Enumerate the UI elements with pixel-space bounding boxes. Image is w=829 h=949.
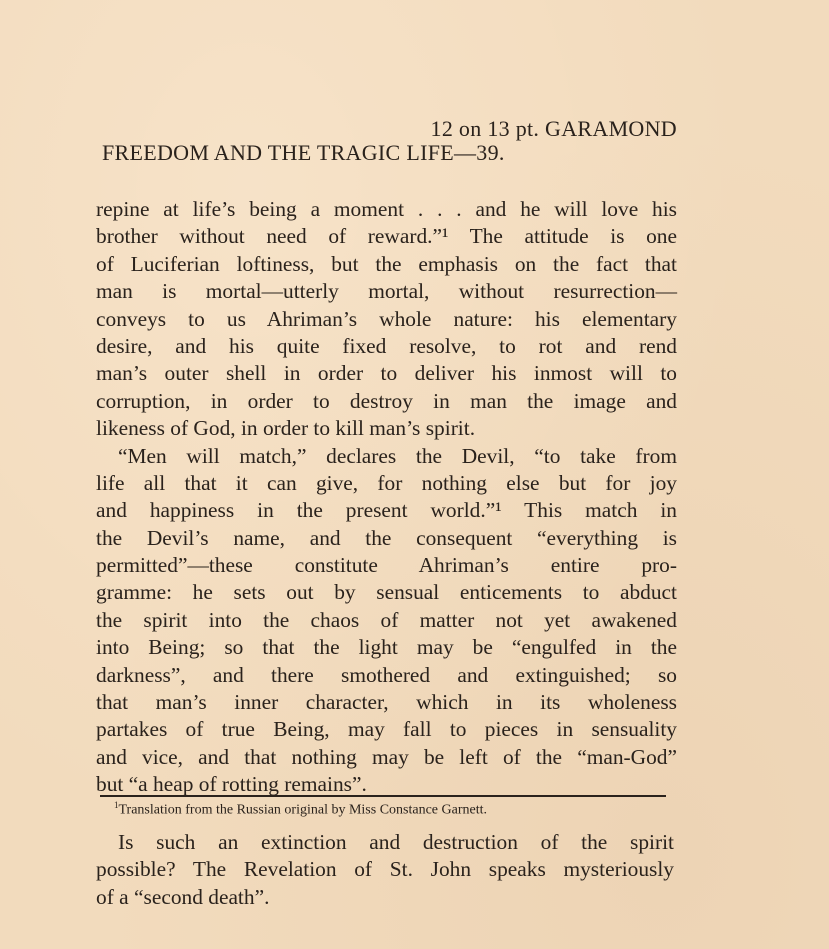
footnote-text: Translation from the Russian original by Miss Constance Garnett. — [118, 802, 487, 818]
text-line: the Devil’s name, and the consequent “everything is — [96, 525, 677, 550]
text-line: repine at life’s being a moment . . . and he will love his — [96, 197, 677, 221]
text-line: of a “second death”. — [96, 884, 270, 909]
text-line: man is mortal—utterly mortal, without resurrection— — [96, 279, 677, 304]
text-line: corruption, in order to destroy in man the image and — [96, 388, 677, 413]
text-line: but “a heap of rotting remains”. — [96, 772, 367, 797]
text-line: likeness of God, in order to kill man’s spirit. — [96, 416, 476, 441]
text-line: into Being; so that the light may be “engulfed in the — [96, 635, 677, 660]
text-line: life all that it can give, for nothing else but for joy — [96, 470, 677, 495]
text-line: conveys to us Ahriman’s whole nature: his elementary — [96, 306, 677, 331]
typeface-spec-line: 12 on 13 pt. GARAMOND — [430, 116, 677, 141]
text-line: of Luciferian loftiness, but the emphasis on the fact that — [96, 251, 677, 276]
text-line: “Men will match,” declares the Devil, “to take from — [118, 443, 677, 468]
paragraph-3 — [96, 829, 674, 911]
text-line: that man’s inner character, which in its wholeness — [96, 690, 677, 715]
paragraph-1 — [96, 196, 677, 443]
text-line: and vice, and that nothing may be left of the “man-God” — [96, 744, 677, 769]
main-text — [96, 196, 677, 799]
text-line: the spirit into the chaos of matter not yet awakened — [96, 607, 677, 632]
text-line: man’s outer shell in order to deliver his inmost will to — [96, 361, 677, 386]
footnote-marker: 1 — [114, 800, 119, 810]
text-line: gramme: he sets out by sensual enticements to abduct — [96, 580, 677, 605]
text-line: darkness”, and there smothered and extinguished; so — [96, 662, 677, 687]
text-line: desire, and his quite fixed resolve, to rot and rend — [96, 333, 677, 358]
footnote — [114, 800, 487, 819]
text-line: Is such an extinction and destruction of the spirit — [118, 830, 674, 854]
running-head: FREEDOM AND THE TRAGIC LIFE—39. — [102, 140, 505, 165]
text-line: permitted”—these constitute Ahriman’s entire pro- — [96, 553, 677, 578]
text-line: brother without need of reward.”¹ The attitude is one — [96, 224, 677, 249]
text-line: possible? The Revelation of St. John speaks mysteriously — [96, 857, 674, 882]
paragraph-2 — [96, 443, 677, 799]
text-line: partakes of true Being, may fall to pieces in sensuality — [96, 717, 677, 742]
footnote-rule — [100, 795, 666, 797]
text-line: and happiness in the present world.”¹ This match in — [96, 498, 677, 523]
